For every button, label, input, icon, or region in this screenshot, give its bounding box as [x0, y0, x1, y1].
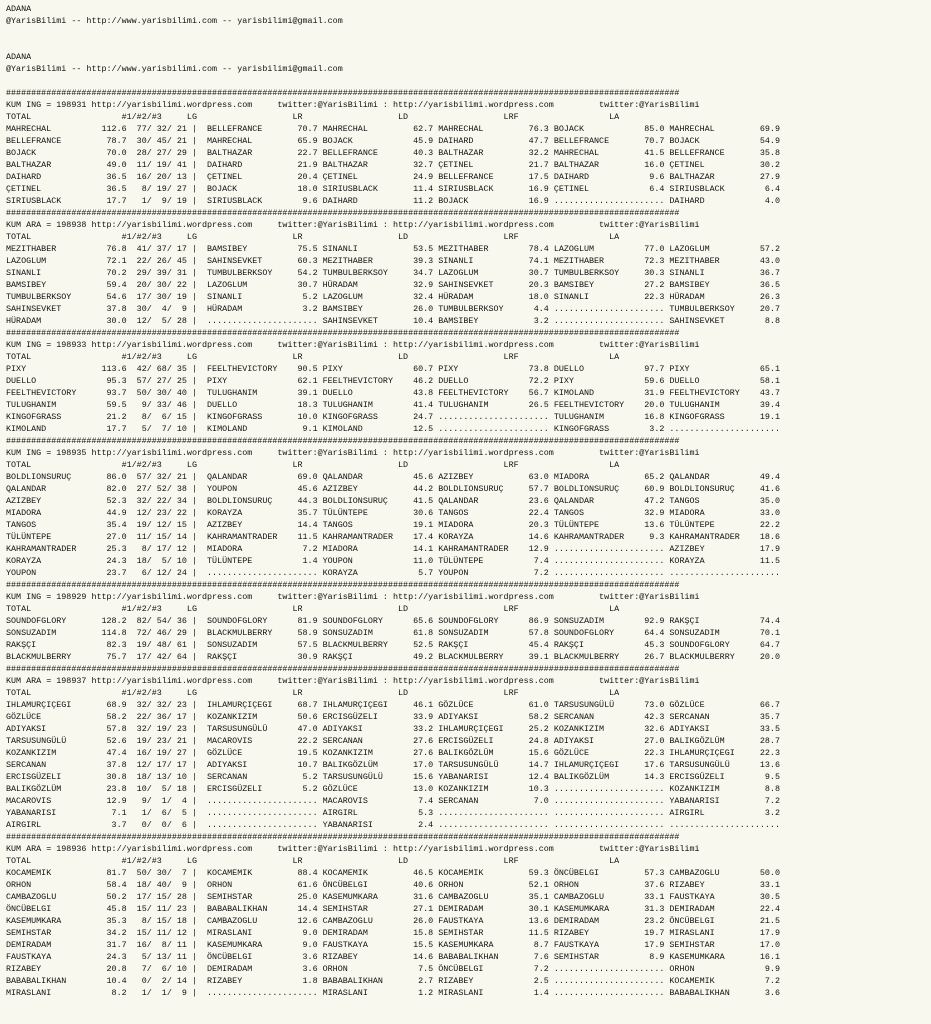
race-row: KASEMUMKARA 35.3 8/ 15/ 18 | CAMBAZOGLU 12.6 CAMBAZOGLU 26.0 FAUSTKAYA 13.6 DEMIRADAM 23.2 ÖNCÜBELGI 21.5	[6, 916, 780, 926]
race-row: ORHON 58.4 18/ 40/ 9 | ORHON 61.6 ÖNCÜBELGI 40.6 ORHON 52.1 ORHON 37.6 RIZABEY 33.1	[6, 880, 780, 890]
separator-line: ######################################################################################################################################	[6, 88, 680, 98]
separator-line: ######################################################################################################################################	[6, 580, 680, 590]
race-row: MEZITHABER 76.8 41/ 37/ 17 | BAMSIBEY 75.5 SINANLI 53.5 MEZITHABER 78.4 LAZOGLUM 77.0 LAZOGLUM 57.2	[6, 244, 780, 254]
race-block-198938	[6, 208, 780, 326]
race-title: KUM ARA = 198937 http://yarisbilimi.wordpress.com twitter:@YarisBilimi : http://yarisbilimi.wordpress.com twitter:@YarisBilimi	[6, 676, 700, 686]
race-row: GÖZLÜCE 58.2 22/ 36/ 17 | KOZANKIZIM 50.6 ERCISGÜZELI 33.9 ADIYAKSI 58.2 SERCANAN 42.3 SERCANAN 35.7	[6, 712, 780, 722]
race-row: KAHRAMANTRADER 25.3 8/ 17/ 12 | MIADORA 7.2 MIADORA 14.1 KAHRAMANTRADER 12.9 ...................... AZIZBEY 17.9	[6, 544, 780, 554]
separator-line: ######################################################################################################################################	[6, 436, 680, 446]
race-row: BAMSIBEY 59.4 20/ 30/ 22 | LAZOGLUM 30.7 HÜRADAM 32.9 SAHINSEVKET 20.3 BAMSIBEY 27.2 BAMSIBEY 36.5	[6, 280, 780, 290]
race-block-198933	[6, 328, 780, 434]
race-row: TUMBULBERKSOY 54.6 17/ 30/ 19 | SINANLI 5.2 LAZOGLUM 32.4 HÜRADAM 18.0 SINANLI 22.3 HÜRADAM 26.3	[6, 292, 780, 302]
race-row: KINGOFGRASS 21.2 8/ 6/ 15 | KINGOFGRASS 10.0 KINGOFGRASS 24.7 ...................... TULUGHANIM 16.8 KINGOFGRASS 19.1	[6, 412, 780, 422]
race-row: TANGOS 35.4 19/ 12/ 15 | AZIZBEY 14.4 TANGOS 19.1 MIADORA 20.3 TÜLÜNTEPE 13.6 TÜLÜNTEPE 22.2	[6, 520, 780, 530]
race-row: AIRGIRL 3.7 0/ 0/ 6 | ...................... YABANARISI 2.4 ...................... ...................... ......................	[6, 820, 780, 830]
race-row: FEELTHEVICTORY 93.7 50/ 30/ 40 | TULUGHANIM 39.1 DUELLO 43.8 FEELTHEVICTORY 56.7 KIMOLAND 31.9 FEELTHEVICTORY 43.7	[6, 388, 780, 398]
column-header: TOTAL #1/#2/#3 LG LR LD LRF LA	[6, 688, 620, 698]
race-row: MACAROVIS 12.9 9/ 1/ 4 | ...................... MACAROVIS 7.4 SERCANAN 7.0 ...................... YABANARISI 7.2	[6, 796, 780, 806]
race-row: ERCISGÜZELI 30.8 18/ 13/ 10 | SERCANAN 5.2 TARSUSUNGÜLÜ 15.6 YABANARISI 12.4 BALIKGÖZLÜM 14.3 ERCISGÜZELI 9.5	[6, 772, 780, 782]
race-row: LAZOGLUM 72.1 22/ 26/ 45 | SAHINSEVKET 60.3 MEZITHABER 39.3 SINANLI 74.1 MEZITHABER 72.3 MEZITHABER 43.0	[6, 256, 780, 266]
race-row: YOUPON 23.7 6/ 12/ 24 | ...................... KORAYZA 5.7 YOUPON 7.2 ...................... ......................	[6, 568, 780, 578]
race-row: MAHRECHAL 112.6 77/ 32/ 21 | BELLEFRANCE 70.7 MAHRECHAL 62.7 MAHRECHAL 76.3 BOJACK 85.0 MAHRECHAL 69.9	[6, 124, 780, 134]
race-row: BABABALIKHAN 10.4 0/ 2/ 14 | RIZABEY 1.8 BABABALIKHAN 2.7 RIZABEY 2.5 ...................... KOCAMEMIK 7.2	[6, 976, 780, 986]
separator-line: ######################################################################################################################################	[6, 328, 680, 338]
race-row: BOJACK 70.0 28/ 27/ 29 | BALTHAZAR 22.7 BELLEFRANCE 40.3 BALTHAZAR 32.2 MAHRECHAL 41.5 BELLEFRANCE 35.8	[6, 148, 780, 158]
column-header: TOTAL #1/#2/#3 LG LR LD LRF LA	[6, 460, 620, 470]
race-row: ADIYAKSI 57.8 32/ 19/ 23 | TARSUSUNGÜLÜ 47.0 ADIYAKSI 33.2 IHLAMURÇIÇEGI 25.2 KOZANKIZIM 32.6 ADIYAKSI 33.5	[6, 724, 780, 734]
header-line: ADANA	[6, 52, 32, 62]
race-row: BALIKGÖZLÜM 23.8 10/ 5/ 18 | ERCISGÜZELI 5.2 GÖZLÜCE 13.0 KOZANKIZIM 10.3 ...................... KOZANKIZIM 8.8	[6, 784, 780, 794]
race-row: DEMIRADAM 31.7 16/ 8/ 11 | KASEMUMKARA 9.0 FAUSTKAYA 15.5 KASEMUMKARA 8.7 FAUSTKAYA 17.9 SEMIHSTAR 17.0	[6, 940, 780, 950]
race-row: MIADORA 44.9 12/ 23/ 22 | KORAYZA 35.7 TÜLÜNTEPE 30.6 TANGOS 22.4 TANGOS 32.9 MIADORA 33.0	[6, 508, 780, 518]
race-row: ÖNCÜBELGI 45.8 15/ 11/ 23 | BABABALIKHAN 14.4 SEMIHSTAR 27.1 DEMIRADAM 30.1 KASEMUMKARA 31.3 DEMIRADAM 22.4	[6, 904, 780, 914]
race-row: BOLDLIONSURUÇ 86.0 57/ 32/ 21 | QALANDAR 69.0 QALANDAR 45.6 AZIZBEY 63.0 MIADORA 65.2 QALANDAR 49.4	[6, 472, 780, 482]
race-title: KUM ING = 198929 http://yarisbilimi.wordpress.com twitter:@YarisBilimi : http://yarisbilimi.wordpress.com twitter:@YarisBilimi	[6, 592, 700, 602]
race-row: TULUGHANIM 59.5 9/ 33/ 46 | DUELLO 18.3 TULUGHANIM 41.4 TULUGHANIM 26.5 FEELTHEVICTORY 20.0 TULUGHANIM 39.4	[6, 400, 780, 410]
race-row: KORAYZA 24.3 18/ 5/ 10 | TÜLÜNTEPE 1.4 YOUPON 11.0 TÜLÜNTEPE 7.4 ...................... KORAYZA 11.5	[6, 556, 780, 566]
race-row: BELLEFRANCE 78.7 30/ 45/ 21 | MAHRECHAL 65.9 BOJACK 45.9 DAIHARD 47.7 BELLEFRANCE 70.7 BOJACK 54.9	[6, 136, 780, 146]
race-block-198936	[6, 832, 780, 998]
race-row: SERCANAN 37.8 12/ 17/ 17 | ADIYAKSI 10.7 BALIKGÖZLÜM 17.0 TARSUSUNGÜLÜ 14.7 IHLAMURÇIÇEGI 17.6 TARSUSUNGÜLÜ 13.6	[6, 760, 780, 770]
race-row: ÇETINEL 36.5 8/ 19/ 27 | BOJACK 18.0 SIRIUSBLACK 11.4 SIRIUSBLACK 16.9 ÇETINEL 6.4 SIRIUSBLACK 6.4	[6, 184, 780, 194]
race-row: KOCAMEMIK 81.7 50/ 30/ 7 | KOCAMEMIK 88.4 KOCAMEMIK 46.5 KOCAMEMIK 59.3 ÖNCÜBELGI 57.3 CAMBAZOGLU 50.0	[6, 868, 780, 878]
race-row: SINANLI 70.2 29/ 39/ 31 | TUMBULBERKSOY 54.2 TUMBULBERKSOY 34.7 LAZOGLUM 30.7 TUMBULBERKSOY 30.3 SINANLI 36.7	[6, 268, 780, 278]
race-row: KOZANKIZIM 47.4 16/ 19/ 27 | GÖZLÜCE 19.5 KOZANKIZIM 27.6 BALIKGÖZLÜM 15.6 GÖZLÜCE 22.3 IHLAMURÇIÇEGI 22.3	[6, 748, 780, 758]
race-row: MIRASLANI 8.2 1/ 1/ 9 | ...................... MIRASLANI 1.2 MIRASLANI 1.4 ...................... BABABALIKHAN 3.6	[6, 988, 780, 998]
race-row: QALANDAR 82.0 27/ 52/ 38 | YOUPON 45.6 AZIZBEY 44.2 BOLDLIONSURUÇ 57.7 BOLDLIONSURUÇ 60.9 BOLDLIONSURUÇ 41.6	[6, 484, 780, 494]
race-row: FAUSTKAYA 24.3 5/ 13/ 11 | ÖNCÜBELGI 3.6 RIZABEY 14.6 BABABALIKHAN 7.6 SEMIHSTAR 8.9 KASEMUMKARA 16.1	[6, 952, 780, 962]
race-title: KUM ING = 198933 http://yarisbilimi.wordpress.com twitter:@YarisBilimi : http://yarisbilimi.wordpress.com twitter:@YarisBilimi	[6, 340, 700, 350]
race-row: KIMOLAND 17.7 5/ 7/ 10 | KIMOLAND 9.1 KIMOLAND 12.5 ...................... KINGOFGRASS 3.2 ......................	[6, 424, 780, 434]
report-header	[6, 4, 343, 74]
header-line: @YarisBilimi -- http://www.yarisbilimi.com -- yarisbilimi@gmail.com	[6, 64, 343, 74]
race-row: RIZABEY 20.8 7/ 6/ 10 | DEMIRADAM 3.6 ORHON 7.5 ÖNCÜBELGI 7.2 ...................... ORHON 9.9	[6, 964, 780, 974]
column-header: TOTAL #1/#2/#3 LG LR LD LRF LA	[6, 352, 620, 362]
column-header: TOTAL #1/#2/#3 LG LR LD LRF LA	[6, 856, 620, 866]
race-row: IHLAMURÇIÇEGI 68.9 32/ 32/ 23 | IHLAMURÇIÇEGI 68.7 IHLAMURÇIÇEGI 46.1 GÖZLÜCE 61.0 TARSUSUNGÜLÜ 73.0 GÖZLÜCE 66.7	[6, 700, 780, 710]
header-line: @YarisBilimi -- http://www.yarisbilimi.com -- yarisbilimi@gmail.com	[6, 16, 343, 26]
race-row: BLACKMULBERRY 75.7 17/ 42/ 64 | RAKŞÇI 30.9 RAKŞÇI 49.2 BLACKMULBERRY 39.1 BLACKMULBERRY 26.7 BLACKMULBERRY 20.0	[6, 652, 780, 662]
race-block-198929	[6, 580, 780, 662]
race-title: KUM ARA = 198936 http://yarisbilimi.wordpress.com twitter:@YarisBilimi : http://yarisbilimi.wordpress.com twitter:@YarisBilimi	[6, 844, 700, 854]
race-row: BALTHAZAR 49.0 11/ 19/ 41 | DAIHARD 21.9 BALTHAZAR 32.7 ÇETINEL 21.7 BALTHAZAR 16.0 ÇETINEL 30.2	[6, 160, 780, 170]
race-block-198937	[6, 664, 780, 830]
race-block-198935	[6, 436, 780, 578]
race-row: SEMIHSTAR 34.2 15/ 11/ 12 | MIRASLANI 9.0 DEMIRADAM 15.8 SEMIHSTAR 11.5 RIZABEY 19.7 MIRASLANI 17.9	[6, 928, 780, 938]
separator-line: ######################################################################################################################################	[6, 208, 680, 218]
race-row: SIRIUSBLACK 17.7 1/ 9/ 19 | SIRIUSBLACK 9.6 DAIHARD 11.2 BOJACK 16.9 ...................... DAIHARD 4.0	[6, 196, 780, 206]
race-row: CAMBAZOGLU 50.2 17/ 15/ 28 | SEMIHSTAR 25.0 KASEMUMKARA 31.6 CAMBAZOGLU 35.1 CAMBAZOGLU 33.1 FAUSTKAYA 30.5	[6, 892, 780, 902]
race-title: KUM ARA = 198938 http://yarisbilimi.wordpress.com twitter:@YarisBilimi : http://yarisbilimi.wordpress.com twitter:@YarisBilimi	[6, 220, 700, 230]
race-row: AZIZBEY 52.3 32/ 22/ 34 | BOLDLIONSURUÇ 44.3 BOLDLIONSURUÇ 41.5 QALANDAR 23.6 QALANDAR 47.2 TANGOS 35.0	[6, 496, 780, 506]
race-title: KUM ING = 198935 http://yarisbilimi.wordpress.com twitter:@YarisBilimi : http://yarisbilimi.wordpress.com twitter:@YarisBilimi	[6, 448, 700, 458]
race-row: DAIHARD 36.5 16/ 20/ 13 | ÇETINEL 20.4 ÇETINEL 24.9 BELLEFRANCE 17.5 DAIHARD 9.6 BALTHAZAR 27.9	[6, 172, 780, 182]
race-row: PIXY 113.6 42/ 68/ 35 | FEELTHEVICTORY 90.5 PIXY 60.7 PIXY 73.8 DUELLO 97.7 PIXY 65.1	[6, 364, 780, 374]
column-header: TOTAL #1/#2/#3 LG LR LD LRF LA	[6, 604, 620, 614]
column-header: TOTAL #1/#2/#3 LG LR LD LRF LA	[6, 112, 620, 122]
race-row: DUELLO 95.3 57/ 27/ 25 | PIXY 62.1 FEELTHEVICTORY 46.2 DUELLO 72.2 PIXY 59.6 DUELLO 58.1	[6, 376, 780, 386]
race-row: YABANARISI 7.1 1/ 6/ 5 | ...................... AIRGIRL 5.3 ...................... ...................... AIRGIRL 3.2	[6, 808, 780, 818]
race-row: TARSUSUNGÜLÜ 52.6 19/ 23/ 21 | MACAROVIS 22.2 SERCANAN 27.6 ERCISGÜZELI 24.8 ADIYAKSI 27.0 BALIKGÖZLÜM 28.7	[6, 736, 780, 746]
separator-line: ######################################################################################################################################	[6, 832, 680, 842]
race-row: SOUNDOFGLORY 128.2 82/ 54/ 36 | SOUNDOFGLORY 81.9 SOUNDOFGLORY 65.6 SOUNDOFGLORY 86.9 SONSUZADIM 92.9 RAKŞÇI 74.4	[6, 616, 780, 626]
race-row: TÜLÜNTEPE 27.0 11/ 15/ 14 | KAHRAMANTRADER 11.5 KAHRAMANTRADER 17.4 KORAYZA 14.6 KAHRAMANTRADER 9.3 KAHRAMANTRADER 18.6	[6, 532, 780, 542]
header-line: ADANA	[6, 4, 32, 14]
column-header: TOTAL #1/#2/#3 LG LR LD LRF LA	[6, 232, 620, 242]
race-row: SAHINSEVKET 37.8 30/ 4/ 9 | HÜRADAM 3.2 BAMSIBEY 26.0 TUMBULBERKSOY 4.4 ...................... TUMBULBERKSOY 20.7	[6, 304, 780, 314]
race-row: RAKŞÇI 82.3 19/ 48/ 61 | SONSUZADIM 57.5 BLACKMULBERRY 52.5 RAKŞÇI 45.4 RAKŞÇI 45.3 SOUNDOFGLORY 64.7	[6, 640, 780, 650]
race-title: KUM ING = 198931 http://yarisbilimi.wordpress.com twitter:@YarisBilimi : http://yarisbilimi.wordpress.com twitter:@YarisBilimi	[6, 100, 700, 110]
race-row: SONSUZADIM 114.8 72/ 46/ 29 | BLACKMULBERRY 58.9 SONSUZADIM 61.8 SONSUZADIM 57.8 SOUNDOFGLORY 64.4 SONSUZADIM 70.1	[6, 628, 780, 638]
race-block-198931	[6, 88, 780, 206]
race-row: HÜRADAM 30.0 12/ 5/ 28 | ...................... SAHINSEVKET 10.4 BAMSIBEY 3.2 ...................... SAHINSEVKET 8.8	[6, 316, 780, 326]
separator-line: ######################################################################################################################################	[6, 664, 680, 674]
